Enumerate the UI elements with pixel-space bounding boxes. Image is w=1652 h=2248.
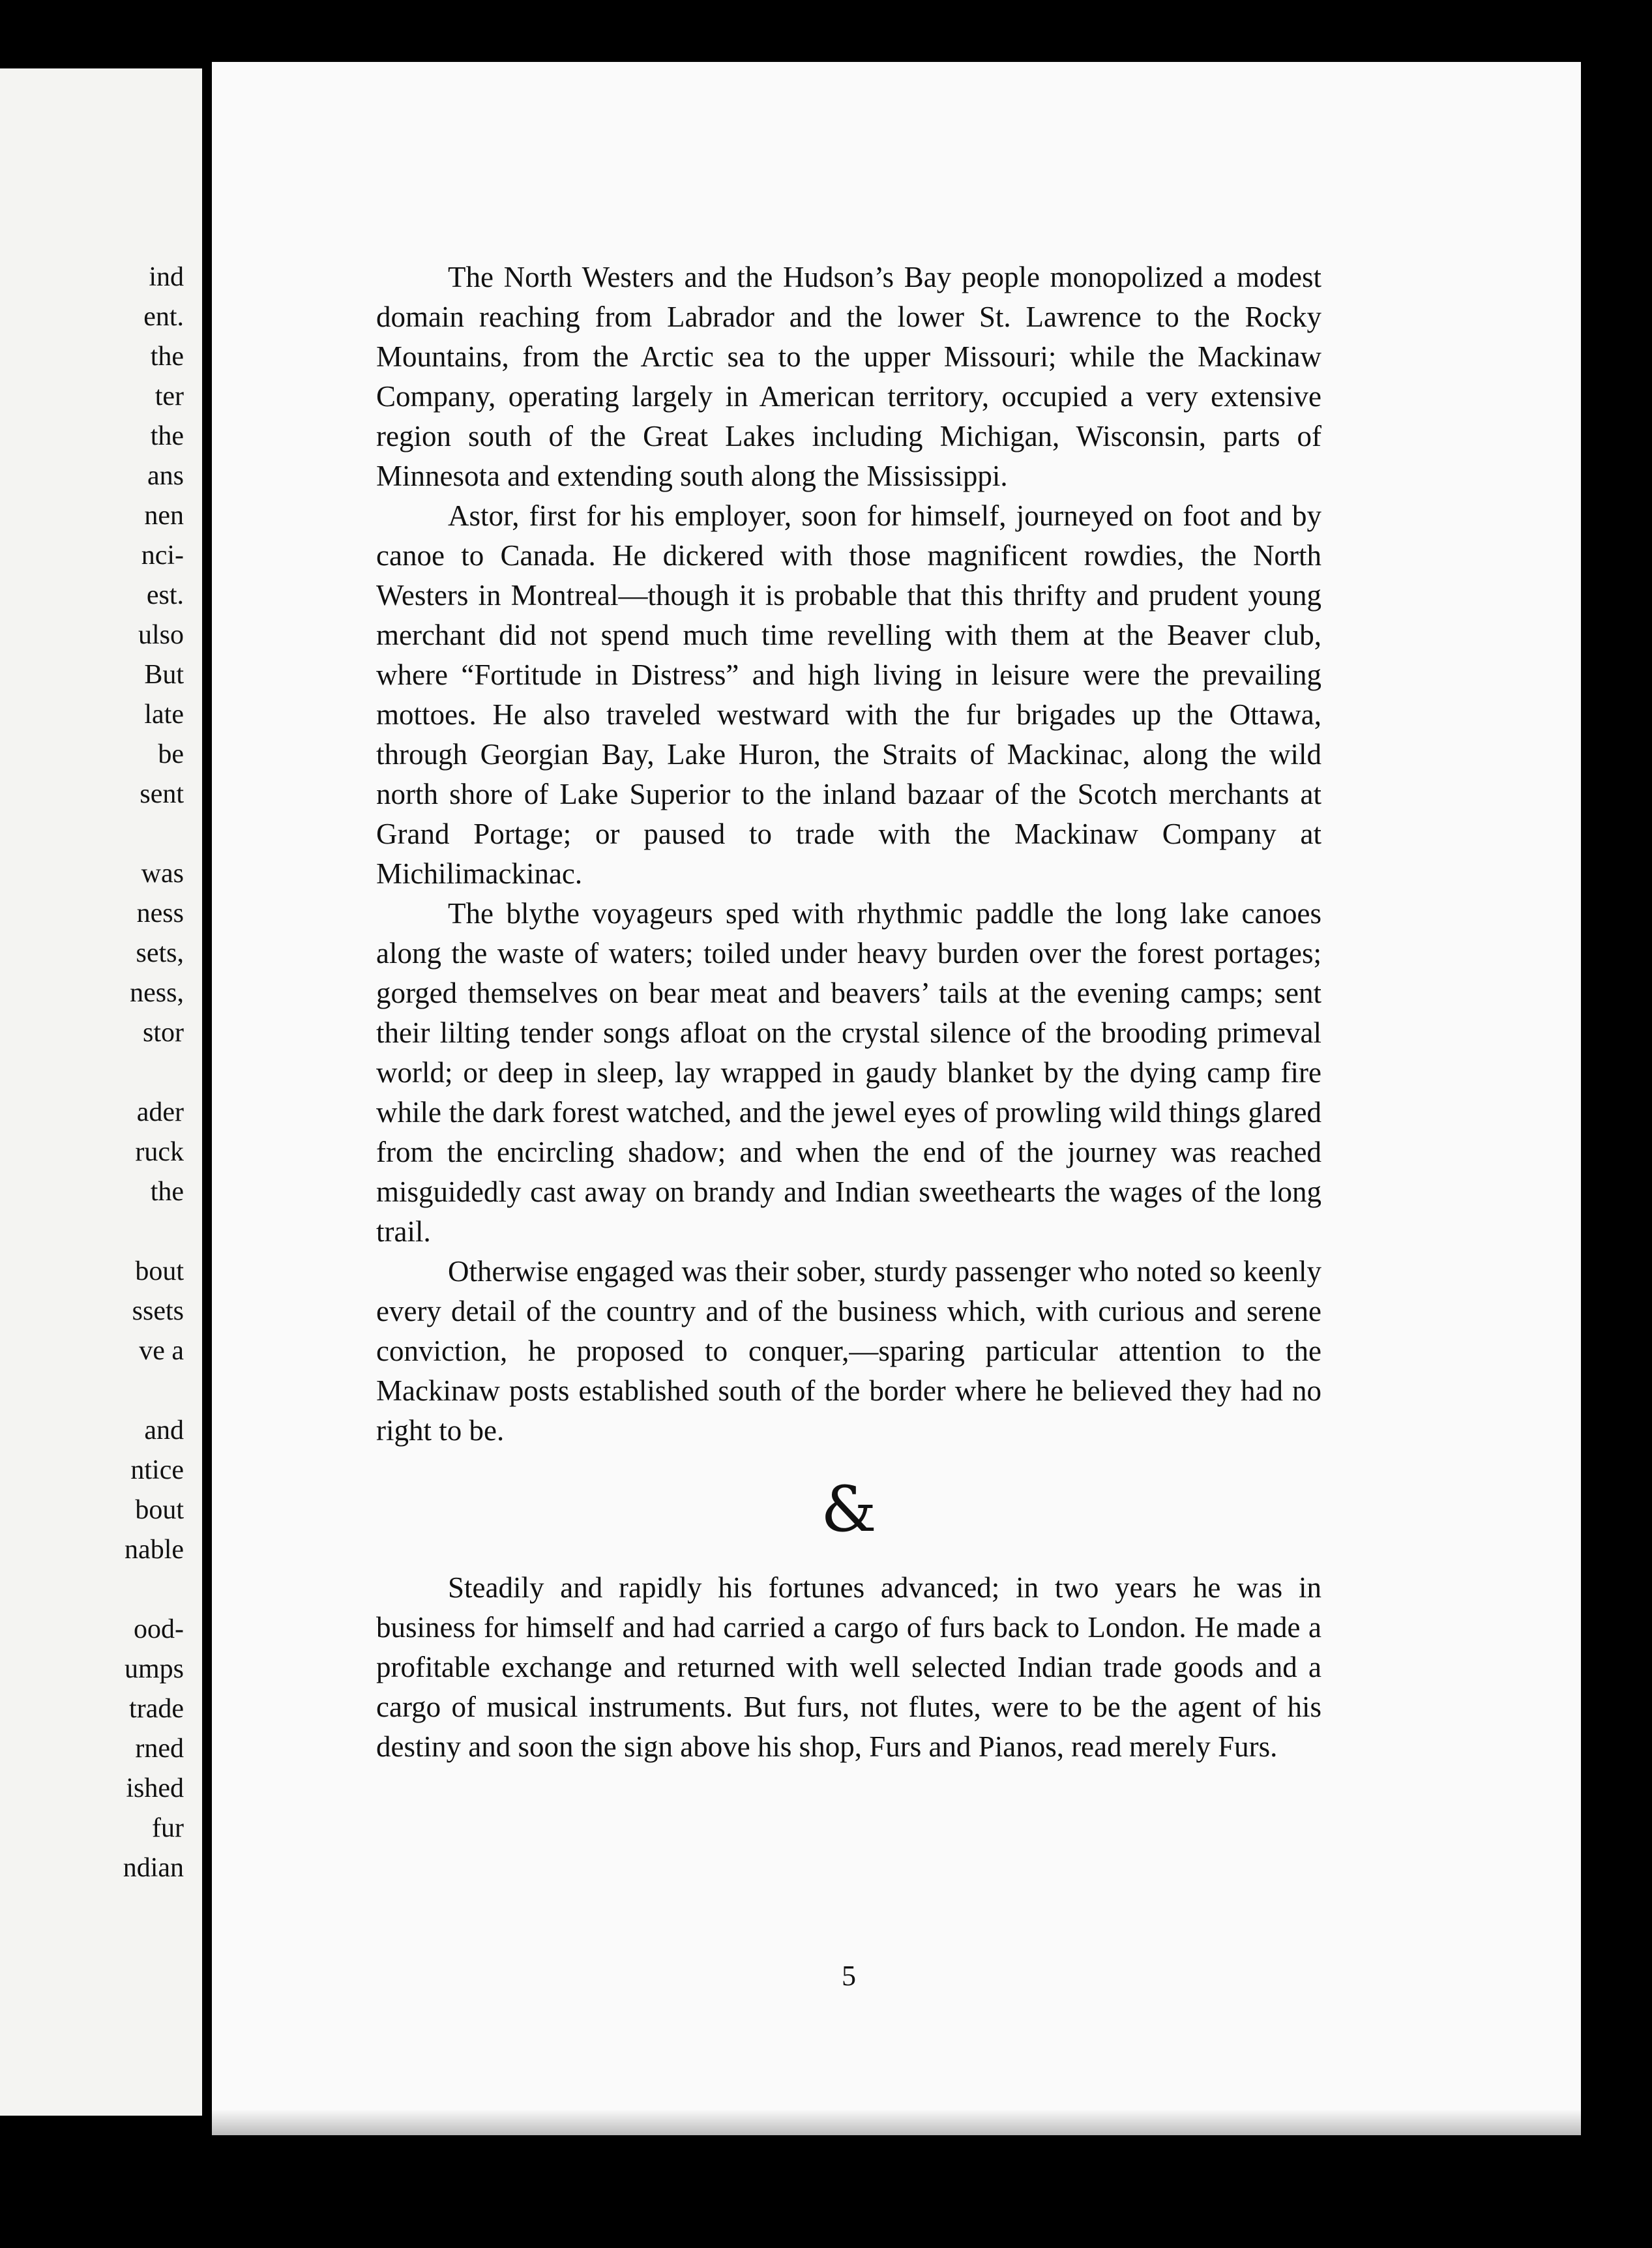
facing-page-fragment: sets, xyxy=(136,938,184,968)
facing-page-fragment: and xyxy=(144,1415,184,1445)
facing-page-fragment: ve a xyxy=(139,1336,184,1366)
facing-page-fragment: ished xyxy=(126,1773,184,1803)
facing-page-fragment: But xyxy=(144,660,184,690)
facing-page-fragment: sent xyxy=(140,779,184,809)
facing-page-fragment: nable xyxy=(125,1535,184,1565)
facing-page-fragment xyxy=(0,1371,184,1411)
facing-page-fragment: ader xyxy=(136,1097,184,1127)
facing-page-fragment: late xyxy=(144,700,184,730)
facing-page-fragment: ter xyxy=(155,381,184,411)
facing-page-fragment: the xyxy=(150,342,184,372)
facing-page-fragment: ness, xyxy=(130,978,184,1008)
facing-page-fragment: ssets xyxy=(132,1296,184,1326)
facing-page-fragment: ruck xyxy=(135,1137,184,1167)
facing-page-fragment: the xyxy=(150,421,184,451)
page-bottom-shadow xyxy=(212,2109,1581,2135)
facing-page-fragment: rned xyxy=(135,1734,184,1764)
facing-page-fragment: bout xyxy=(135,1256,184,1286)
facing-page-fragment: bout xyxy=(135,1495,184,1525)
paragraph-3: The blythe voyageurs sped with rhythmic paddle the long lake canoes along the waste of waters; toiled under heavy burden over the forest portages; gorged themselves on bear meat and beavers’ tails at the evening camps; sent their lilting tender songs afloat on the crystal silence of the brooding primeval world; or deep in sleep, lay wrapped in gaudy blanket by the dying camp fire while the dark forest watched, and the jewel eyes of prowling wild things glared from the encircling shadow; and when the end of the journey was reached misguidedly cast away on brandy and Indian sweethearts the wages of the long trail. xyxy=(376,897,1321,1248)
facing-page-fragment: ntice xyxy=(130,1455,184,1485)
facing-page-fragment: trade xyxy=(129,1694,184,1724)
ornament-glyph: & xyxy=(821,1473,877,1546)
facing-page-fragment xyxy=(0,1053,184,1093)
paragraph-5: Steadily and rapidly his fortunes advanced; in two years he was in business for himself and had carried a cargo of furs back to London. He made a profitable exchange and returned with well selected Indian trade goods and a cargo of musical instruments. But furs, not flutes, were to be the agent of his destiny and soon the sign above his shop, Furs and Pianos, read merely Furs. xyxy=(376,1571,1321,1763)
paragraph-4: Otherwise engaged was their sober, sturdy passenger who noted so keenly every detail of the country and of the business which, with curious and serene conviction, he proposed to conquer,—sparing particular attention to the Mackinaw posts established south of the border where he believed they had no right to be. xyxy=(376,1255,1321,1447)
facing-page-fragment: ndian xyxy=(123,1853,184,1883)
facing-page-fragment: nci- xyxy=(141,540,184,570)
facing-page-fragment: stor xyxy=(143,1018,184,1048)
facing-page-left xyxy=(0,68,202,2116)
facing-page-fragment: fur xyxy=(152,1813,184,1843)
page-5 xyxy=(212,62,1581,2135)
facing-page-fragment: ent. xyxy=(143,302,184,332)
facing-page-fragment xyxy=(0,814,184,854)
facing-page-fragment: ood- xyxy=(134,1614,184,1644)
section-ornament-icon xyxy=(376,1451,1321,1568)
facing-page-fragment: the xyxy=(150,1177,184,1207)
paragraph-2: Astor, first for his employer, soon for himself, journeyed on foot and by canoe to Canada. He dickered with those magnificent rowdies, the North Westers in Montreal—though it is probable that this thrifty and prudent young merchant did not spend much time revelling with them at the Beaver club, where “Fortitude in Distress” and high living in leisure were the prevailing mottoes. He also traveled westward with the fur brigades up the Ottawa, through Georgian Bay, Lake Huron, the Straits of Mackinac, along the wild north shore of Lake Superior to the inland bazaar of the Scotch merchants at Grand Portage; or paused to trade with the Mackinaw Company at Michilimackinac. xyxy=(376,499,1321,890)
facing-page-fragment: ness xyxy=(136,898,184,928)
facing-page-fragment: ind xyxy=(149,262,184,292)
facing-page-fragment: umps xyxy=(124,1654,184,1684)
facing-page-fragment: nen xyxy=(144,501,184,531)
facing-page-fragment: be xyxy=(158,739,184,769)
facing-page-fragment: ans xyxy=(147,461,184,491)
paragraph-1: The North Westers and the Hudson’s Bay people monopolized a modest domain reaching from Labrador and the lower St. Lawrence to the Rocky Mountains, from the Arctic sea to the upper Missouri; while the Mackinaw Company, operating largely in American territory, occupied a very extensive region south of the Great Lakes including Michigan, Wisconsin, parts of Minnesota and extending south along the Mississippi. xyxy=(376,261,1321,492)
facing-page-fragment: ulso xyxy=(138,620,184,650)
facing-page-fragment: was xyxy=(141,859,184,889)
body-text xyxy=(376,258,1321,1767)
facing-page-fragment: est. xyxy=(146,580,184,610)
page-number: 5 xyxy=(842,1960,856,1992)
facing-page-fragment xyxy=(0,1212,184,1252)
facing-page-text-fragments xyxy=(0,258,184,1888)
facing-page-fragment xyxy=(0,1570,184,1610)
